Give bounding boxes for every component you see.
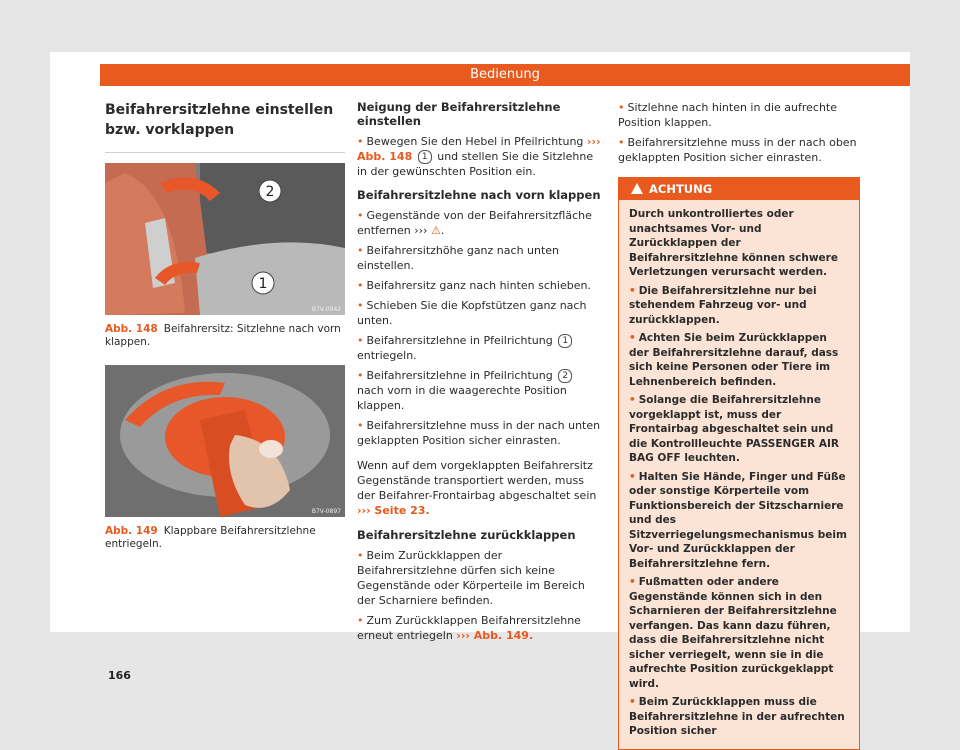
list-item: • Beifahrersitzlehne in Pfeilrichtung 2 nach vorn in die waagerechte Position klappen. (357, 368, 602, 413)
subheading-adjust: Neigung der Beifahrersitzlehne einstellen (357, 100, 561, 128)
callout-badge: 1 (558, 334, 572, 348)
warning-header: ACHTUNG (619, 178, 859, 200)
subheading-fold-back: Beifahrersitzlehne zurückklappen (357, 528, 576, 542)
figure-148-image (105, 163, 345, 315)
caption-text: Beifahrersitz: Sitzlehne nach vorn klappen. (105, 323, 341, 348)
seat-lever-illustration (105, 163, 345, 315)
backrest-release-illustration (105, 365, 345, 517)
warning-item: • Halten Sie Hände, Finger und Füße oder sonstige Körperteile vom Funktionsbereich der Sitzscharniere und des Sitzverriegelungsmechanismus beim Vor- und Zurückklappen der Beifahrersitzlehne fern. (629, 470, 847, 570)
warning-item: • Achten Sie beim Zurückklappen der Beifahrersitzlehne darauf, dass sich keine Personen oder Tiere im Lehnenbereich befinden. (629, 332, 839, 388)
list-item: • Bewegen Sie den Hebel in Pfeilrichtung ››› Abb. 148 1 und stellen Sie die Sitzlehne in der gewünschten Position ein. (357, 135, 601, 178)
right-column (618, 100, 860, 750)
figure-149-image (105, 365, 345, 517)
warning-item: • Solange die Beifahrersitzlehne vorgeklappt ist, muss der Frontairbag abgeschaltet sein und die Kontrollleuchte PASSENGER AIR BAG OFF leuchten. (629, 394, 839, 464)
figure-148-caption (105, 323, 345, 349)
warning-body (619, 200, 859, 749)
figure-label: Abb. 148 (105, 323, 158, 335)
middle-column (357, 100, 602, 648)
left-column (105, 100, 345, 551)
figure-149-caption (105, 525, 345, 551)
warning-item: • Die Beifahrersitzlehne nur bei stehendem Fahrzeug vor- und zurückklappen. (629, 284, 817, 326)
figure-link[interactable]: ››› Abb. 148 (357, 135, 601, 163)
callout-2: 2 (265, 184, 275, 200)
divider (105, 152, 345, 153)
list-item: • Beifahrersitzhöhe ganz nach unten einstellen. (357, 244, 560, 272)
list-item: • Beifahrersitzlehne muss in der nach unten geklappten Position sicher einrasten. (357, 419, 601, 447)
callout-badge: 1 (418, 150, 432, 164)
figure-link[interactable]: ››› Abb. 149. (456, 629, 534, 642)
page-header: Bedienung (100, 64, 910, 86)
caption-text: Klappbare Beifahrersitzlehne entriegeln. (105, 525, 316, 550)
subheading-fold-forward: Beifahrersitzlehne nach vorn klappen (357, 188, 601, 202)
warning-intro: Durch unkontrolliertes oder unachtsames Vor- und Zurückklappen der Beifahrersitzlehne können schwere Verletzungen verursacht werden. (629, 208, 838, 278)
list-item: • Beifahrersitzlehne muss in der nach oben geklappten Position sicher einrasten. (618, 136, 857, 164)
warning-item: • Beim Zurückklappen muss die Beifahrersitzlehne in der aufrechten Position sicher (629, 696, 845, 737)
page-link[interactable]: ››› Seite 23. (357, 504, 430, 517)
section-title: Beifahrersitzlehne einstellen bzw. vorklappen (105, 102, 334, 138)
list-item: • Beifahrersitz ganz nach hinten schieben. (357, 279, 591, 292)
list-item: • Beifahrersitzlehne in Pfeilrichtung 1 entriegeln. (357, 333, 602, 363)
callout-badge: 2 (558, 369, 572, 383)
list-item: • Beim Zurückklappen der Beifahrersitzlehne dürfen sich keine Gegenstände oder Körperteile im Bereich der Scharniere befinden. (357, 549, 585, 607)
figure-label: Abb. 149 (105, 525, 158, 537)
airbag-note: Wenn auf dem vorgeklappten Beifahrersitz Gegenstände transportiert werden, muss der Beifahrer-Frontairbag abgeschaltet sein ››› Seite 23. (357, 459, 597, 517)
figure-code: B7V-0897 (311, 508, 341, 515)
list-item: • Schieben Sie die Kopfstützen ganz nach unten. (357, 299, 587, 327)
list-item: • Zum Zurückklappen Beifahrersitzlehne erneut entriegeln ››› Abb. 149. (357, 614, 581, 642)
page-number: 166 (108, 669, 131, 682)
warning-item: • Fußmatten oder andere Gegenstände können sich in den Scharnieren der Beifahrersitzlehne verfangen. Das kann dazu führen, dass die Beifahrersitzlehne nicht sicher verriegelt, wenn sie in die aufrechte Position zurückgeklappt wird. (629, 576, 837, 690)
list-item: • Sitzlehne nach hinten in die aufrechte Position klappen. (618, 101, 837, 129)
list-item: • Gegenstände von der Beifahrersitzfläche entfernen ››› ⚠. (357, 209, 592, 237)
warning-box (618, 177, 860, 750)
warning-icon[interactable]: ⚠ (430, 224, 441, 237)
callout-1: 1 (258, 276, 268, 292)
manual-page (50, 52, 910, 737)
warning-triangle-icon (631, 183, 643, 194)
figure-code: B7V-0942 (311, 306, 341, 313)
